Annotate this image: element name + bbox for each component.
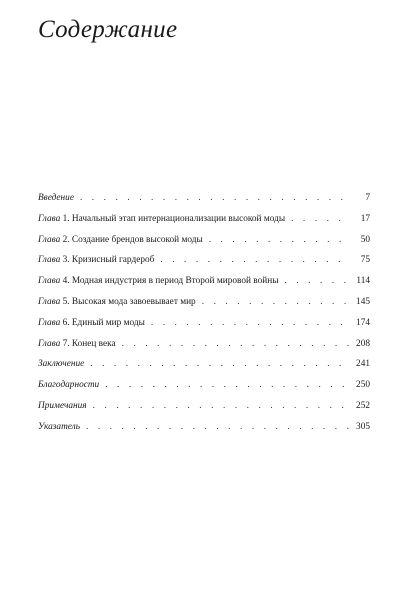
dot-leader: [86, 417, 350, 438]
toc-page-number: 50: [360, 234, 370, 245]
chapter-title: Начальный этап интернационализации высокой моды: [71, 213, 286, 224]
chapter-number: 5.: [62, 296, 70, 307]
toc-page-number: 7: [365, 193, 370, 203]
dot-leader: [202, 292, 350, 313]
toc-page-number: 145: [356, 296, 370, 307]
chapter-word: Глава: [38, 296, 61, 307]
dot-leader: [90, 354, 350, 375]
toc-page-number: 208: [356, 338, 370, 349]
toc-entry-conclusion[interactable]: [38, 354, 370, 375]
dot-leader: [93, 396, 350, 417]
chapter-word: Глава: [38, 317, 61, 328]
chapter-title: Кризисный гардероб: [71, 255, 155, 266]
chapter-title: Конец века: [71, 338, 116, 349]
toc-entry-chapter-5[interactable]: [38, 292, 370, 313]
toc-page-number: 252: [356, 400, 370, 411]
chapter-word: Глава: [38, 234, 61, 245]
toc-entry-label: [38, 313, 145, 334]
chapter-word: Глава: [38, 276, 61, 287]
toc-entry-chapter-7[interactable]: [38, 334, 370, 355]
chapter-number: 2.: [62, 234, 70, 245]
toc-entry-label: [38, 250, 154, 271]
toc-entry-notes[interactable]: [38, 396, 370, 417]
chapter-title: Единый мир моды: [71, 317, 145, 328]
toc-entry-label: [38, 209, 285, 230]
toc-entry-label: Указатель: [38, 421, 80, 432]
chapter-number: 4.: [62, 276, 70, 287]
chapter-title: Модная индустрия в период Второй мировой войны: [71, 276, 279, 287]
chapter-title: Высокая мода завоевывает мир: [71, 296, 196, 307]
table-of-contents: [38, 188, 370, 438]
toc-page-number: 305: [356, 421, 370, 432]
dot-leader: [160, 250, 350, 271]
toc-entry-label: [38, 292, 196, 313]
dot-leader: [122, 334, 350, 355]
toc-entry-index[interactable]: [38, 417, 370, 438]
toc-entry-label: [38, 230, 203, 251]
toc-entry-chapter-1[interactable]: [38, 209, 370, 230]
chapter-word: Глава: [38, 255, 61, 266]
toc-entry-chapter-2[interactable]: [38, 230, 370, 251]
toc-entry-label: Заключение: [38, 359, 85, 370]
toc-page-number: 174: [356, 317, 370, 328]
toc-entry-chapter-3[interactable]: [38, 250, 370, 271]
dot-leader: [105, 375, 350, 396]
toc-entry-label: [38, 271, 278, 292]
chapter-number: 1.: [62, 213, 70, 224]
toc-page-number: 114: [356, 276, 370, 287]
chapter-number: 7.: [62, 338, 70, 349]
chapter-number: 6.: [62, 317, 70, 328]
chapter-number: 3.: [62, 255, 70, 266]
toc-entry-label: [38, 334, 116, 355]
chapter-word: Глава: [38, 338, 61, 349]
dot-leader: [151, 313, 350, 334]
dot-leader: [284, 271, 350, 292]
dot-leader: [209, 230, 350, 251]
toc-entry-introduction[interactable]: [38, 188, 370, 209]
toc-page-number: 250: [356, 380, 370, 391]
toc-entry-chapter-4[interactable]: [38, 271, 370, 292]
toc-page-number: 241: [356, 359, 370, 370]
chapter-word: Глава: [38, 213, 61, 224]
toc-entry-label: Введение: [38, 193, 74, 203]
page-title: Содержание: [38, 16, 178, 43]
toc-page-number: 17: [360, 213, 370, 224]
toc-page-number: 75: [360, 255, 370, 266]
toc-entry-acknowledgements[interactable]: [38, 375, 370, 396]
dot-leader: [291, 209, 350, 230]
chapter-title: Создание брендов высокой моды: [71, 234, 203, 245]
toc-entry-chapter-6[interactable]: [38, 313, 370, 334]
toc-entry-label: Благодарности: [38, 380, 100, 391]
dot-leader: [80, 188, 350, 209]
toc-entry-label: Примечания: [38, 400, 87, 411]
